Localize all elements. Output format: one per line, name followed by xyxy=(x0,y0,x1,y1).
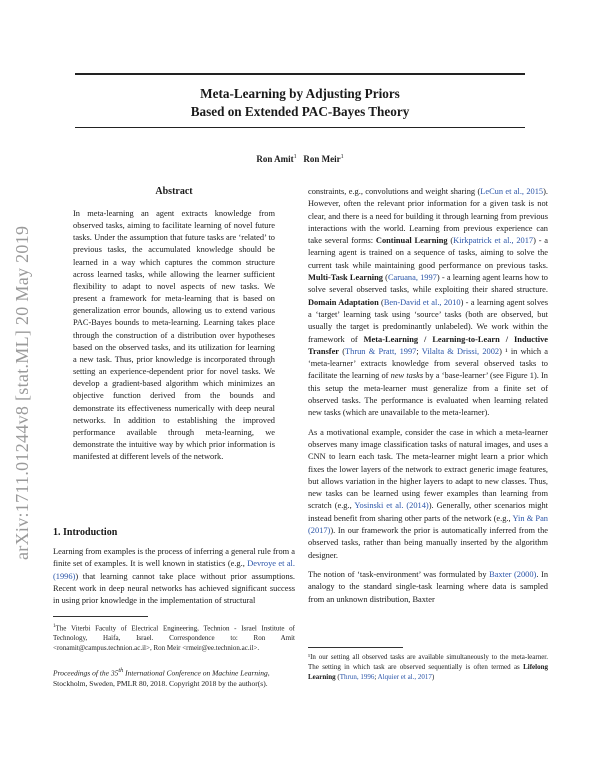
body-text: ) - a learning agent is trained on a sequence of tasks, aiming to solve the current task while maintaining good performance on previous tasks. xyxy=(308,236,548,270)
title-rule-bottom xyxy=(75,127,525,128)
intro-text: Learning from examples is the process of inferring a general rule from a finite set of examples. It is well known in statistics (e.g., xyxy=(53,547,295,569)
bold-term: Domain Adaptation xyxy=(308,297,379,307)
bold-term: Lifelong Learning xyxy=(308,662,548,681)
body-text: ¹In our setting all observed tasks are available simultaneously to the meta-learner. The setting in which task are observed sequentially is often termed as xyxy=(308,653,548,671)
affiliation-footnote xyxy=(53,622,295,654)
citation-link[interactable]: Thrun & Pratt, 1997 xyxy=(345,346,417,356)
abstract-text: In meta-learning an agent extracts knowledge from observed tasks, aiming to facilitate learning of novel future tasks. Under the assumption that future tasks are ‘related’ to previous tasks, the accumulated knowledge should be learned in a way which captures the common structure across learned tasks, while allowing the learner sufficient flexibility to adapt to novel aspects of new tasks. We present a framework for meta-learning that is based on generalization error bounds, allowing us to extend various PAC-Bayes bounds to meta-learning. Learning takes place through the construction of a distribution over hypotheses based on the observed tasks, and its utilization for learning a new task. Thus, prior knowledge is incorporated through setting an experience-dependent prior for novel tasks. We develop a gradient-based algorithm which minimizes an objective function derived from the bounds and demonstrate its effectiveness numerically with deep neural networks. In addition to establishing the improved performance available through meta-learning, we demonstrate the intuitive way by which prior information is manifested at different levels of the network. xyxy=(73,209,275,462)
footnote-rule-left xyxy=(53,616,148,617)
body-paragraph xyxy=(308,427,548,562)
intro-paragraph xyxy=(53,546,295,607)
proceedings-note xyxy=(53,666,295,689)
footnote-text: The Viterbi Faculty of Electrical Engineering, Technion - Israel Institute of Technology, Haifa, Israel. Correspondence to: Ron Amit <ronamit@campus.technion.ac.il>, Ron Meir <rmeir@ee.technion.ac.il>. xyxy=(53,624,295,653)
citation-link[interactable]: LeCun et al., 2015 xyxy=(480,187,544,196)
footnote-rule-right xyxy=(308,647,403,648)
footnote-mark: 1 xyxy=(53,624,56,629)
bold-term: Multi-Task Learning xyxy=(308,273,383,283)
author-name: Ron Amit xyxy=(256,154,294,164)
italic-term: new tasks xyxy=(390,371,424,381)
body-text: ) - a learning agent learns how to solve several observed tasks, while exploiting their shared structure. xyxy=(308,273,548,295)
body-text: . In analogy to the standard single-task learning where data is sampled from an unknown distribution, Baxter xyxy=(308,569,549,604)
meta-learning-footnote xyxy=(308,653,548,683)
body-text: As a motivational example, consider the case in which a meta-learner observes many image classification tasks of natural images, and uses a CNN to learn each task. The meta-learner might learn a prior which fixes the lower layers of the network to extract generic image features, but allows variation in the higher layers to adapt to new classes. Thus, new tasks can be learned using fewer examples than learning from scratch (e.g., xyxy=(308,427,548,511)
citation-link[interactable]: Kirkpatrick et al., 2017 xyxy=(453,236,534,246)
citation-link[interactable]: Thrun, 1996 xyxy=(339,672,375,681)
body-text: ) ¹ in which a ‘meta-learner’ extracts knowledge from several observed tasks to facilitate the learning of xyxy=(308,346,548,381)
author-name: Ron Meir xyxy=(303,154,341,164)
body-text: ). In our framework the prior is automatically inferred from the observed tasks, rather than being manually inserted by the algorithm designer. xyxy=(308,526,548,560)
body-text: ( xyxy=(382,273,388,283)
bold-term: Continual Learning xyxy=(375,236,448,246)
proceedings-italic: International Conference on Machine Learning xyxy=(123,668,268,678)
citation-link[interactable]: Caruana, 1997 xyxy=(387,273,437,283)
affiliation-mark: 1 xyxy=(293,154,297,160)
body-text: ) xyxy=(431,672,435,681)
body-text: ) - a learning agent solves a ‘target’ learning task using ‘source’ tasks (both are observed, but usually the target is predominantly unlabeled). We work within the framework of xyxy=(308,297,548,344)
arxiv-stamp: arXiv:1711.01244v8 [stat.ML] 20 May 2019 xyxy=(12,225,32,560)
citation-link[interactable]: Devroye et al. (1996) xyxy=(53,559,295,581)
proceedings-text: , Stockholm, Sweden, PMLR 80, 2018. Copyright 2018 by the author(s). xyxy=(53,668,270,688)
citation-link[interactable]: Baxter (2000) xyxy=(489,569,537,579)
body-text: by a ‘base-learner’ (see Figure 1). In this setup the meta-learner must generalize from a finite set of observed tasks. The performance is evaluated when learning related new tasks (which are unavailable to the meta-learner). xyxy=(308,371,548,418)
intro-text: ) that learning cannot take place without prior assumptions. Recent work in deep neural networks has achieved significant success in using prior knowledge in the implementation of structural xyxy=(53,571,295,606)
paper-title-line-2: Based on Extended PAC-Bayes Theory xyxy=(190,104,410,119)
citation-link[interactable]: Alquier et al., 2017 xyxy=(377,672,432,681)
body-text: ( xyxy=(447,236,454,246)
citation-link[interactable]: Yin & Pan (2017) xyxy=(308,513,548,536)
citation-link[interactable]: Yosinski et al. (2014) xyxy=(354,501,429,511)
author-line xyxy=(0,154,600,164)
body-text: ( xyxy=(378,297,384,307)
section-heading-introduction: 1. Introduction xyxy=(53,527,118,538)
body-text: ( xyxy=(339,346,346,356)
citation-link[interactable]: Ben-David et al., 2010 xyxy=(383,297,461,307)
body-paragraph xyxy=(308,186,548,420)
citation-link[interactable]: Vilalta & Drissi, 2002 xyxy=(421,346,500,356)
proceedings-sup: th xyxy=(118,667,124,674)
body-text: ; xyxy=(416,346,422,356)
abstract-heading: Abstract xyxy=(155,186,193,197)
body-text: constraints, e.g., convolutions and weight sharing ( xyxy=(308,187,481,196)
proceedings-italic: Proceedings of the 35 xyxy=(53,668,119,678)
body-paragraph xyxy=(308,569,548,606)
paper-title-line-1: Meta-Learning by Adjusting Priors xyxy=(200,86,400,101)
right-column xyxy=(308,186,548,606)
body-text: ). However, often the relevant prior information for a given task is not clear, and there is a need for building it through learning from previous interactions with the world. Learning from previous experience can take several forms: xyxy=(308,187,548,246)
body-text: ). Generally, other scenarios might instead benefit from sharing other parts of the network (e.g., xyxy=(308,501,548,523)
body-text: ; xyxy=(374,672,378,681)
body-text: ( xyxy=(335,672,340,681)
body-text: The notion of ‘task-environment’ was formulated by xyxy=(308,569,490,579)
bold-term: Meta-Learning / Learning-to-Learn / Inductive Transfer xyxy=(308,334,548,356)
title-rule-top xyxy=(75,73,525,75)
affiliation-mark: 1 xyxy=(340,154,344,160)
